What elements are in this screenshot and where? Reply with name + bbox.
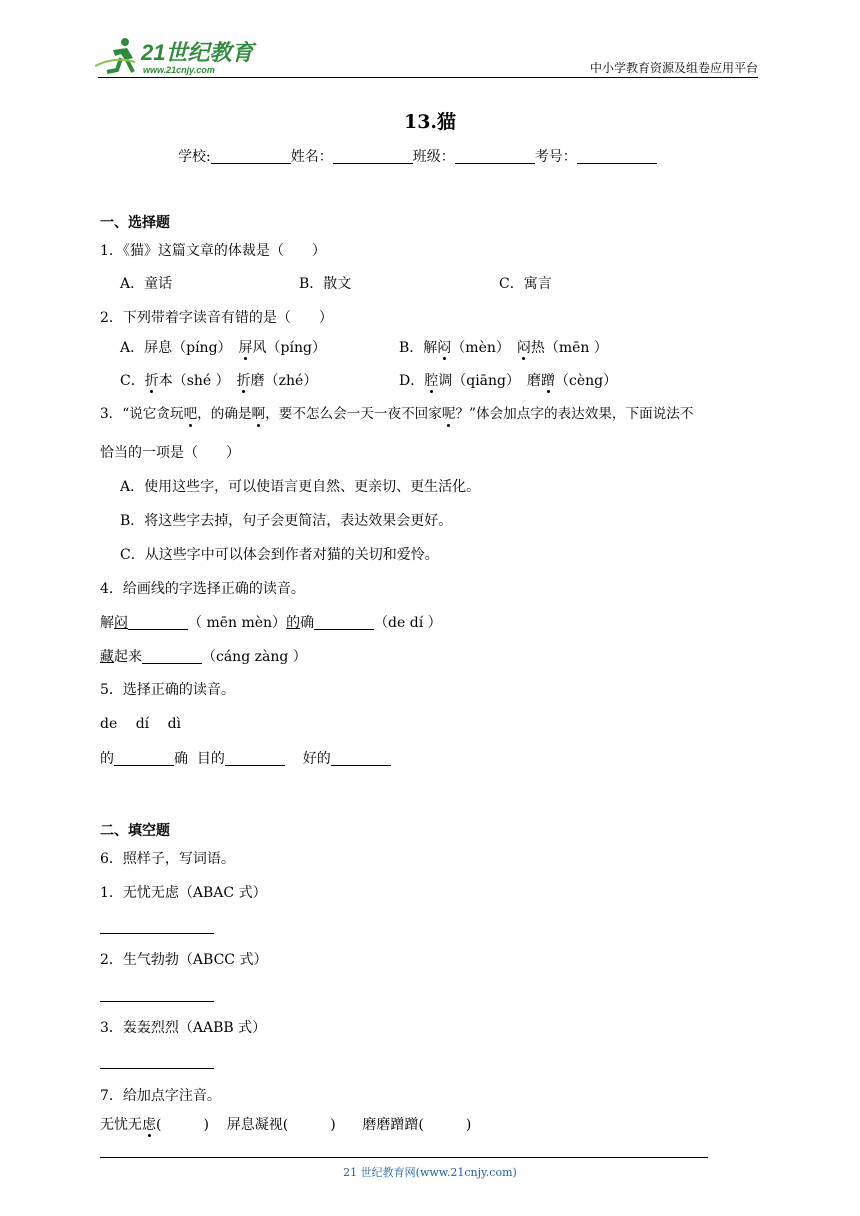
q2-a-post: 风（píng）	[252, 340, 326, 356]
q2-c-mid: 本（shé ）	[158, 373, 237, 389]
q1-stem: 1．《猫》这篇文章的体裁是（ ）	[100, 243, 326, 259]
q2-c-dotted: 折	[144, 373, 159, 389]
q1-option-b[interactable]: B．散文	[299, 276, 352, 292]
q3-stem-line2: 恰当的一项是（ ）	[100, 445, 240, 461]
q7-w1-pre: 无忧无	[100, 1117, 142, 1133]
footer-divider	[100, 1157, 708, 1158]
q7-w3[interactable]: 磨磨蹭蹭( )	[362, 1117, 472, 1133]
q3-text-d: ？”体会加点字的表达效果，下面说法不	[455, 406, 694, 422]
q3-dotted-2: 啊	[251, 406, 266, 422]
q7-stem: 7．给加点字注音。	[100, 1088, 221, 1104]
q4-row1	[100, 615, 442, 630]
class-blank[interactable]	[455, 149, 535, 164]
class-label: 班级：	[412, 149, 455, 165]
q4-r1-pre: 解	[100, 615, 114, 631]
q5-row	[100, 751, 391, 766]
q2-b-dotted: 闷	[437, 340, 452, 356]
q2-b-dotted2: 闷	[516, 340, 531, 356]
q4-r2-mid: 起来	[114, 649, 142, 665]
q4-blank-1[interactable]	[128, 615, 188, 630]
q2-b-mid: （mèn）	[451, 340, 517, 356]
q2-option-a[interactable]	[120, 341, 326, 355]
section1-title: 一、选择题	[100, 215, 170, 231]
q2-b-post: 热（mēn ）	[530, 340, 608, 356]
school-label: 学校:	[178, 149, 211, 165]
q4-r1-options2: （de dí ）	[374, 615, 442, 631]
student-info-row	[178, 149, 657, 164]
logo-main-text: 21世纪教育	[141, 40, 254, 65]
q4-stem: 4．给画线的字选择正确的读音。	[100, 581, 305, 597]
q2-c-dotted2: 折	[236, 373, 251, 389]
q6-item-2: 2．生气勃勃（ABCC 式）	[100, 952, 268, 968]
q3-option-a[interactable]: A．使用这些字，可以使语言更自然、更亲切、更生活化。	[120, 479, 481, 495]
q5-blank-2[interactable]	[225, 751, 285, 766]
exam-no-blank[interactable]	[577, 149, 657, 164]
q7-row	[100, 1118, 471, 1132]
q6-item-3: 3．轰轰烈烈（AABB 式）	[100, 1020, 267, 1036]
q5-w2: 目的	[196, 751, 225, 767]
q2-option-b[interactable]	[399, 341, 608, 355]
q4-r1-options: （ mēn mèn）	[188, 615, 287, 631]
q6-stem: 6．照样子，写词语。	[100, 851, 235, 867]
q2-option-c[interactable]	[120, 374, 317, 388]
q4-r2-options: （cáng zàng ）	[202, 649, 307, 665]
q3-option-c[interactable]: C．从这些字中可以体会到作者对猫的关切和爱怜。	[120, 547, 439, 563]
q5-w1: 的	[100, 751, 114, 767]
q2-c-post: 磨（zhé）	[250, 373, 318, 389]
q6-answer-2[interactable]	[100, 1001, 214, 1002]
q6-item-1: 1．无忧无虑（ABAC 式）	[100, 885, 267, 901]
q4-blank-2[interactable]	[314, 615, 374, 630]
q7-w1-blank[interactable]: ( )	[156, 1117, 209, 1133]
q2-d-post: （cèng）	[555, 373, 618, 389]
q1-option-a[interactable]: A．童话	[120, 276, 173, 292]
logo-sub-text: www.21cnjy.com	[143, 65, 215, 75]
q3-dotted-3: 呢	[441, 406, 456, 422]
q4-blank-3[interactable]	[142, 649, 202, 664]
exam-no-label: 考号：	[534, 149, 577, 165]
q2-d-pre: D．	[399, 373, 425, 389]
q5-blank-1[interactable]	[114, 751, 174, 766]
q5-w3: 好的	[302, 751, 331, 767]
q4-r1-underlined2: 的	[286, 615, 301, 631]
school-blank[interactable]	[211, 149, 291, 164]
q7-w2[interactable]: 屏息凝视( )	[226, 1117, 336, 1133]
q2-option-d[interactable]	[399, 374, 617, 388]
q3-text-a: 3．“说它贪玩	[100, 406, 184, 422]
q6-answer-1[interactable]	[100, 933, 214, 934]
q4-r1-underlined: 闷	[114, 615, 128, 631]
header-divider	[98, 77, 758, 78]
footer-text[interactable]: 21 世纪教育网(www.21cnjy.com)	[343, 1166, 517, 1179]
q2-b-pre: B．解	[399, 340, 438, 356]
platform-name: 中小学教育资源及组卷应用平台	[589, 61, 758, 75]
q5-options: de dí dì	[100, 716, 182, 732]
q2-stem: 2．下列带着字读音有错的是（ ）	[100, 310, 333, 326]
q5-stem: 5．选择正确的读音。	[100, 682, 235, 698]
section2-title: 二、填空题	[100, 823, 170, 839]
q4-r2-underlined: 藏	[100, 649, 114, 665]
q2-a-dotted: 屏	[238, 340, 253, 356]
q3-dotted-1: 吧	[183, 406, 198, 422]
q3-stem-line1	[100, 408, 694, 422]
q1-option-c[interactable]: C．寓言	[499, 276, 552, 292]
name-label: 姓名：	[290, 149, 333, 165]
runner-icon	[95, 38, 135, 72]
q3-text-c: ，要不怎么会一天一夜不回家	[265, 406, 442, 422]
q2-d-mid: 调（qiāng） 磨	[438, 373, 541, 389]
q7-w1-dotted: 虑	[142, 1117, 156, 1133]
q2-d-dotted: 腔	[424, 373, 439, 389]
q3-option-b[interactable]: B．将这些字去掉，句子会更简洁，表达效果会更好。	[120, 513, 453, 529]
q5-w1b: 确	[174, 751, 188, 767]
q3-text-b: ，的确是	[197, 406, 252, 422]
q4-row2	[100, 649, 307, 664]
q6-answer-3[interactable]	[100, 1068, 214, 1069]
q2-a-pre: A．屏息（píng）	[120, 340, 239, 356]
q4-r1-mid: 确	[300, 615, 315, 631]
q5-blank-3[interactable]	[331, 751, 391, 766]
site-logo	[95, 36, 265, 78]
q2-c-pre: C．	[120, 373, 145, 389]
page-title: 13.猫	[403, 111, 457, 133]
q2-d-dotted2: 蹭	[541, 373, 555, 389]
name-blank[interactable]	[333, 149, 413, 164]
